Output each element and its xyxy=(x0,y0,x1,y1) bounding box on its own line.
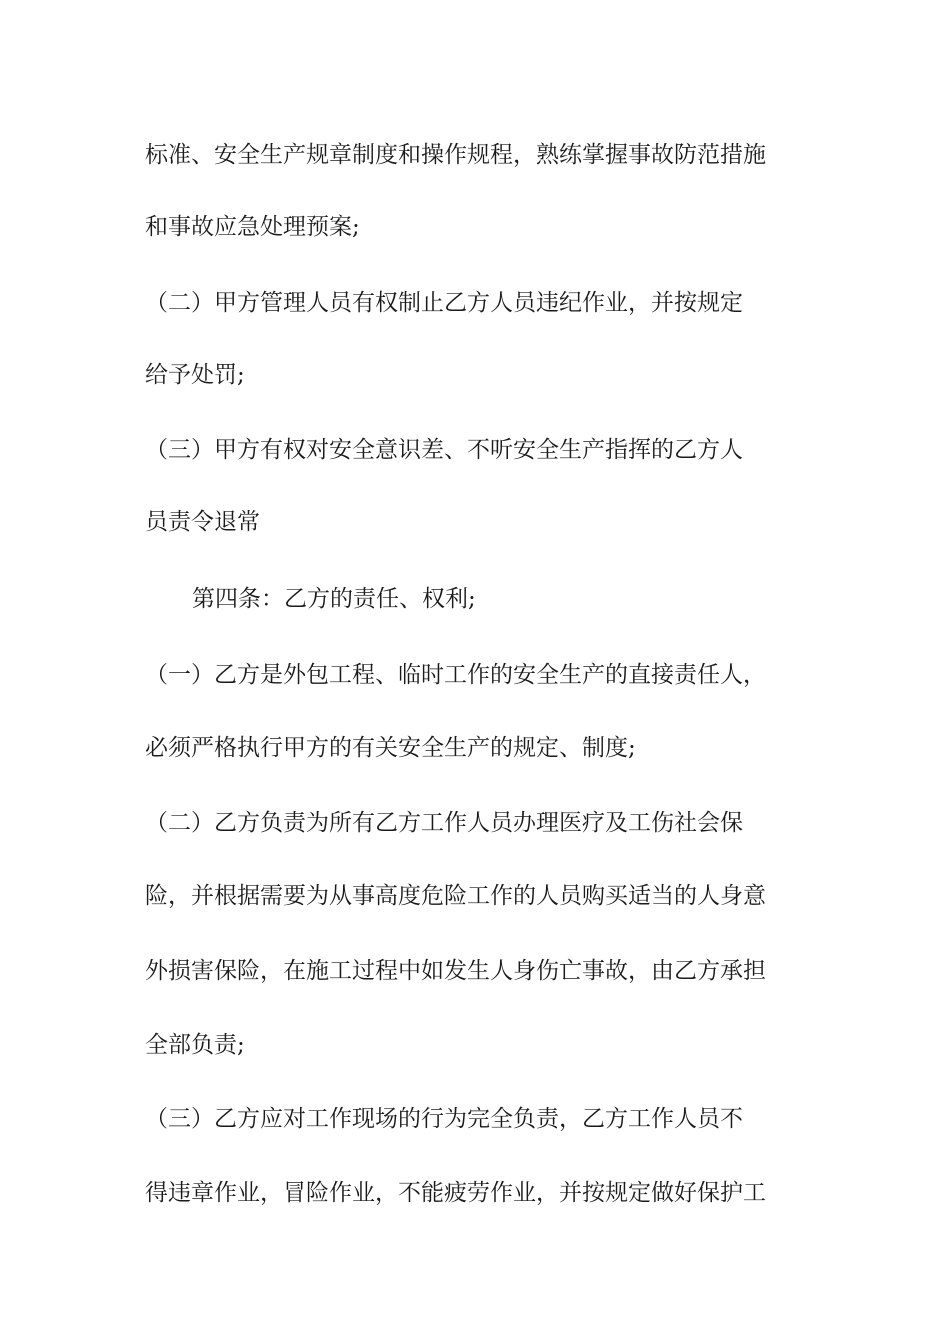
paragraph-line: （一）乙方是外包工程、临时工作的安全生产的直接责任人， xyxy=(145,662,766,688)
paragraph-line: （三）乙方应对工作现场的行为完全负责，乙方工作人员不 xyxy=(145,1106,743,1132)
paragraph-line: （二）乙方负责为所有乙方工作人员办理医疗及工伤社会保 xyxy=(145,810,743,836)
paragraph-line: 必须严格执行甲方的有关安全生产的规定、制度; xyxy=(145,735,636,761)
paragraph-line: 和事故应急处理预案; xyxy=(145,214,360,240)
paragraph-line: （二）甲方管理人员有权制止乙方人员违纪作业，并按规定 xyxy=(145,290,743,316)
paragraph-line: （三）甲方有权对安全意识差、不听安全生产指挥的乙方人 xyxy=(145,437,743,463)
paragraph-line: 标准、安全生产规章制度和操作规程，熟练掌握事故防范措施 xyxy=(145,142,766,168)
paragraph-line: 得违章作业，冒险作业，不能疲劳作业，并按规定做好保护工 xyxy=(145,1180,766,1206)
paragraph-line: 险，并根据需要为从事高度危险工作的人员购买适当的人身意 xyxy=(145,883,766,909)
paragraph-line: 给予处罚; xyxy=(145,362,245,388)
paragraph-line: 员责令退常 xyxy=(145,509,260,535)
paragraph-line: 全部负责; xyxy=(145,1032,245,1058)
paragraph-line: 外损害保险，在施工过程中如发生人身伤亡事故，由乙方承担 xyxy=(145,958,766,984)
article-heading: 第四条：乙方的责任、权利; xyxy=(192,586,476,612)
